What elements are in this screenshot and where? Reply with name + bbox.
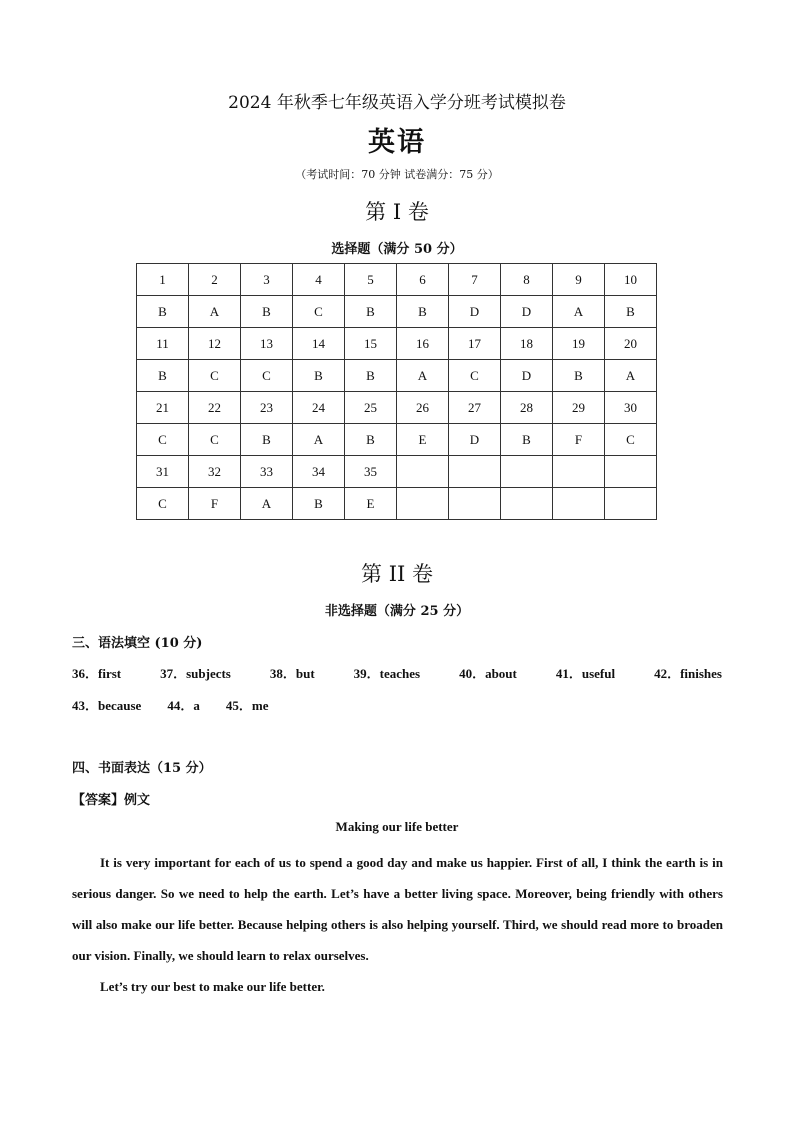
- question-number-cell: 18: [501, 328, 553, 360]
- grammar-answer: 45．me: [225, 698, 269, 713]
- answer-cell: C: [241, 360, 293, 392]
- question-number-cell: 11: [137, 328, 189, 360]
- grammar-answer: 40．about: [459, 666, 517, 681]
- question-number-cell: [501, 456, 553, 488]
- question-number-cell: 24: [293, 392, 345, 424]
- question-number-row: [137, 328, 657, 360]
- answer-cell: B: [345, 296, 397, 328]
- answer-cell: B: [605, 296, 657, 328]
- question-number-cell: 34: [293, 456, 345, 488]
- question-number-cell: [397, 456, 449, 488]
- answer-cell: [449, 488, 501, 520]
- part2-title: 第 II 卷: [361, 562, 433, 586]
- grammar-heading: 三、语法填空 (10 分): [72, 636, 203, 651]
- question-number-cell: 26: [397, 392, 449, 424]
- question-number-cell: 35: [345, 456, 397, 488]
- answer-row: [137, 424, 657, 456]
- question-number-cell: [449, 456, 501, 488]
- question-number-cell: 22: [189, 392, 241, 424]
- answer-cell: F: [553, 424, 605, 456]
- answer-cell: A: [293, 424, 345, 456]
- answer-cell: B: [241, 424, 293, 456]
- answer-cell: B: [137, 296, 189, 328]
- essay-paragraph: It is very important for each of us to spend a good day and make us happier. First of all, I think the earth is in serious danger. So we need to help the earth. Let’s have a better living space. Moreover, being friendly with others will also make our life better. Because helping others is also helping yourself. Third, we should read more to broaden our vision. Finally, we should learn to relax ourselves.: [72, 855, 723, 963]
- grammar-answer: 36．first: [72, 666, 122, 681]
- question-number-cell: 15: [345, 328, 397, 360]
- question-number-cell: 30: [605, 392, 657, 424]
- answer-cell: [501, 488, 553, 520]
- answer-cell: E: [345, 488, 397, 520]
- essay-title: Making our life better: [335, 819, 459, 834]
- question-number-cell: 1: [137, 264, 189, 296]
- answer-table: [136, 263, 657, 520]
- answer-cell: E: [397, 424, 449, 456]
- question-number-cell: 31: [137, 456, 189, 488]
- question-number-row: [137, 264, 657, 296]
- question-number-cell: 10: [605, 264, 657, 296]
- answer-cell: B: [345, 360, 397, 392]
- answer-cell: D: [501, 296, 553, 328]
- question-number-cell: 27: [449, 392, 501, 424]
- answer-cell: F: [189, 488, 241, 520]
- writing-heading: 四、书面表达（15 分）: [72, 761, 212, 776]
- question-number-cell: 16: [397, 328, 449, 360]
- grammar-answer: 41．useful: [555, 666, 616, 681]
- answer-cell: D: [449, 296, 501, 328]
- answer-cell: A: [605, 360, 657, 392]
- question-number-cell: 21: [137, 392, 189, 424]
- question-number-cell: 20: [605, 328, 657, 360]
- non-multiple-choice-title: 非选择题（满分 25 分）: [324, 604, 470, 619]
- essay-body: [72, 847, 723, 1002]
- part1-title: 第 I 卷: [365, 200, 429, 224]
- question-number-cell: 5: [345, 264, 397, 296]
- answer-cell: B: [501, 424, 553, 456]
- question-number-cell: 32: [189, 456, 241, 488]
- answer-cell: [605, 488, 657, 520]
- grammar-answer: 37．subjects: [160, 666, 231, 681]
- subject-title: 英语: [368, 127, 426, 158]
- grammar-answer: 39．teaches: [353, 666, 421, 681]
- answer-cell: [397, 488, 449, 520]
- answer-cell: B: [553, 360, 605, 392]
- question-number-cell: 25: [345, 392, 397, 424]
- question-number-cell: 19: [553, 328, 605, 360]
- question-number-cell: 28: [501, 392, 553, 424]
- answer-row: [137, 488, 657, 520]
- question-number-cell: 4: [293, 264, 345, 296]
- answer-cell: C: [605, 424, 657, 456]
- grammar-answers-line1: [72, 663, 722, 682]
- grammar-answers-line2: [72, 695, 722, 714]
- answer-cell: B: [293, 360, 345, 392]
- answer-cell: B: [345, 424, 397, 456]
- answer-cell: A: [397, 360, 449, 392]
- question-number-cell: 8: [501, 264, 553, 296]
- question-number-cell: 29: [553, 392, 605, 424]
- answer-label: 【答案】例文: [72, 793, 151, 808]
- answer-row: [137, 360, 657, 392]
- answer-cell: [553, 488, 605, 520]
- answer-cell: D: [501, 360, 553, 392]
- question-number-cell: 33: [241, 456, 293, 488]
- time-note: （考试时间：70 分钟 试卷满分：75 分）: [295, 168, 499, 181]
- question-number-cell: 6: [397, 264, 449, 296]
- exam-title: 2024 年秋季七年级英语入学分班考试模拟卷: [228, 93, 566, 113]
- question-number-row: [137, 392, 657, 424]
- answer-cell: A: [189, 296, 241, 328]
- essay-paragraph: Let’s try our best to make our life better.: [100, 979, 325, 994]
- answer-cell: C: [137, 424, 189, 456]
- question-number-cell: 2: [189, 264, 241, 296]
- question-number-cell: 12: [189, 328, 241, 360]
- grammar-answer: 38．but: [269, 666, 315, 681]
- question-number-row: [137, 456, 657, 488]
- question-number-cell: 7: [449, 264, 501, 296]
- question-number-cell: [605, 456, 657, 488]
- answer-cell: C: [189, 360, 241, 392]
- answer-cell: B: [241, 296, 293, 328]
- answer-cell: C: [189, 424, 241, 456]
- question-number-cell: 14: [293, 328, 345, 360]
- answer-cell: A: [553, 296, 605, 328]
- answer-cell: C: [293, 296, 345, 328]
- answer-cell: C: [449, 360, 501, 392]
- question-number-cell: 9: [553, 264, 605, 296]
- question-number-cell: 3: [241, 264, 293, 296]
- answer-cell: D: [449, 424, 501, 456]
- grammar-answer: 42．finishes: [654, 666, 722, 681]
- answer-cell: B: [293, 488, 345, 520]
- question-number-cell: 17: [449, 328, 501, 360]
- question-number-cell: [553, 456, 605, 488]
- answer-cell: B: [137, 360, 189, 392]
- question-number-cell: 13: [241, 328, 293, 360]
- grammar-answer: 43．because: [72, 698, 142, 713]
- answer-cell: B: [397, 296, 449, 328]
- question-number-cell: 23: [241, 392, 293, 424]
- answer-cell: C: [137, 488, 189, 520]
- grammar-answer: 44．a: [167, 698, 200, 713]
- answer-row: [137, 296, 657, 328]
- answer-cell: A: [241, 488, 293, 520]
- multiple-choice-title: 选择题（满分 50 分）: [331, 242, 463, 257]
